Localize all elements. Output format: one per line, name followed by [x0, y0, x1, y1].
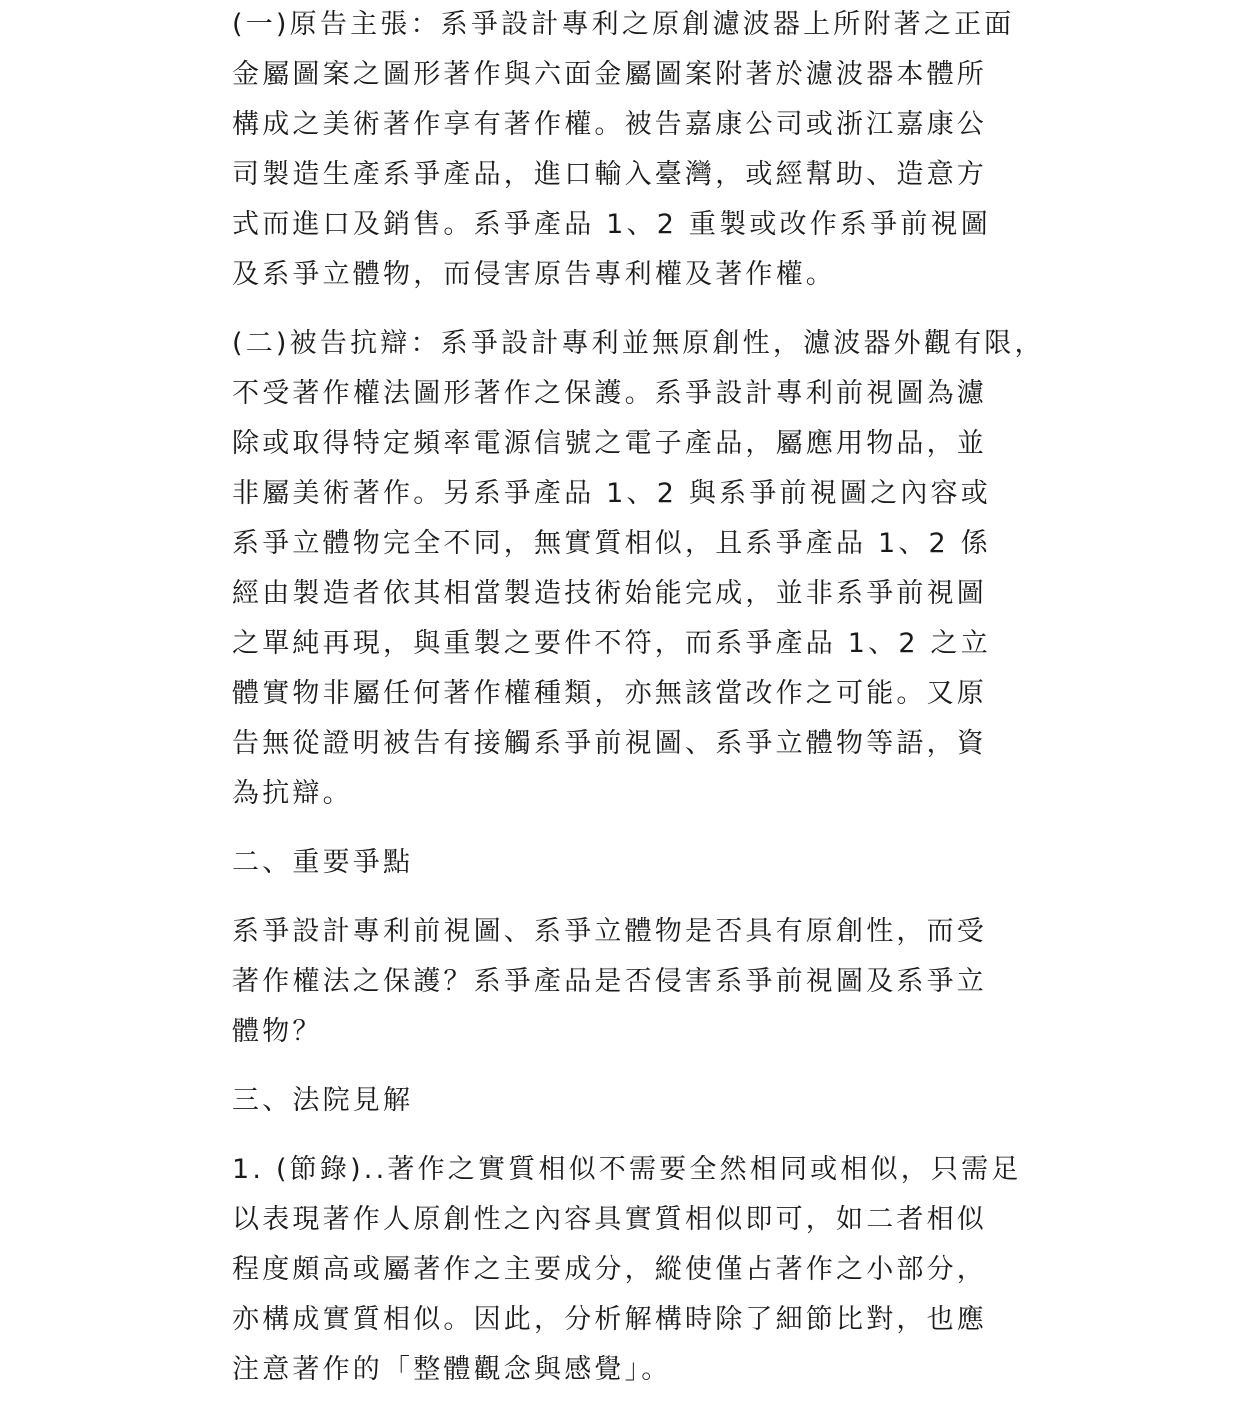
defendant-defense-paragraph: [232, 319, 1044, 819]
paragraph-line: 體物？: [232, 1016, 323, 1047]
paragraph-line: 非屬美術著作。另系爭產品 1、2 與系爭前視圖之內容或: [232, 478, 991, 509]
paragraph-line: 及系爭立體物，而侵害原告專利權及著作權。: [232, 259, 836, 290]
document-body: [232, 0, 1044, 1395]
paragraph-line: 注意著作的「整體觀念與感覺」。: [232, 1354, 672, 1385]
paragraph-line: 告無從證明被告有接觸系爭前視圖、系爭立體物等語，資: [232, 728, 987, 759]
paragraph-line: 1. (節錄)..著作之實質相似不需要全然相同或相似，只需足: [232, 1154, 1022, 1185]
section-heading-issues: 二、重要爭點: [232, 847, 414, 878]
paragraph-line: 系爭立體物完全不同，無實質相似，且系爭產品 1、2 係: [232, 528, 991, 559]
paragraph-line: 為抗辯。: [232, 778, 353, 809]
paragraph-line: 亦構成實質相似。因此，分析解構時除了細節比對，也應: [232, 1304, 987, 1335]
paragraph-line: 系爭設計專利前視圖、系爭立體物是否具有原創性，而受: [232, 916, 987, 947]
paragraph-line: 不受著作權法圖形著作之保護。系爭設計專利前視圖為濾: [232, 378, 987, 409]
paragraph-line: 司製造生產系爭產品，進口輸入臺灣，或經幫助、造意方: [232, 159, 987, 190]
paragraph-line: 之單純再現，與重製之要件不符，而系爭產品 1、2 之立: [232, 628, 991, 659]
section-heading-court-opinion: 三、法院見解: [232, 1085, 414, 1116]
paragraph-line: 著作權法之保護？系爭產品是否侵害系爭前視圖及系爭立: [232, 966, 987, 997]
issues-paragraph: [232, 907, 1044, 1057]
plaintiff-claim-paragraph: [232, 0, 1044, 300]
paragraph-line: 以表現著作人原創性之內容具實質相似即可，如二者相似: [232, 1204, 987, 1235]
paragraph-line: 程度頗高或屬著作之主要成分，縱使僅占著作之小部分，: [232, 1254, 987, 1285]
paragraph-line: 構成之美術著作享有著作權。被告嘉康公司或浙江嘉康公: [232, 109, 987, 140]
court-opinion-paragraph: [232, 1145, 1044, 1395]
paragraph-line: (二)被告抗辯：系爭設計專利並無原創性，濾波器外觀有限，: [232, 328, 1045, 359]
paragraph-line: 經由製造者依其相當製造技術始能完成，並非系爭前視圖: [232, 578, 987, 609]
paragraph-line: (一)原告主張：系爭設計專利之原創濾波器上所附著之正面: [232, 9, 1015, 40]
paragraph-line: 式而進口及銷售。系爭產品 1、2 重製或改作系爭前視圖: [232, 209, 991, 240]
paragraph-line: 體實物非屬任何著作權種類，亦無該當改作之可能。又原: [232, 678, 987, 709]
paragraph-line: 除或取得特定頻率電源信號之電子產品，屬應用物品，並: [232, 428, 987, 459]
paragraph-line: 金屬圖案之圖形著作與六面金屬圖案附著於濾波器本體所: [232, 59, 987, 90]
